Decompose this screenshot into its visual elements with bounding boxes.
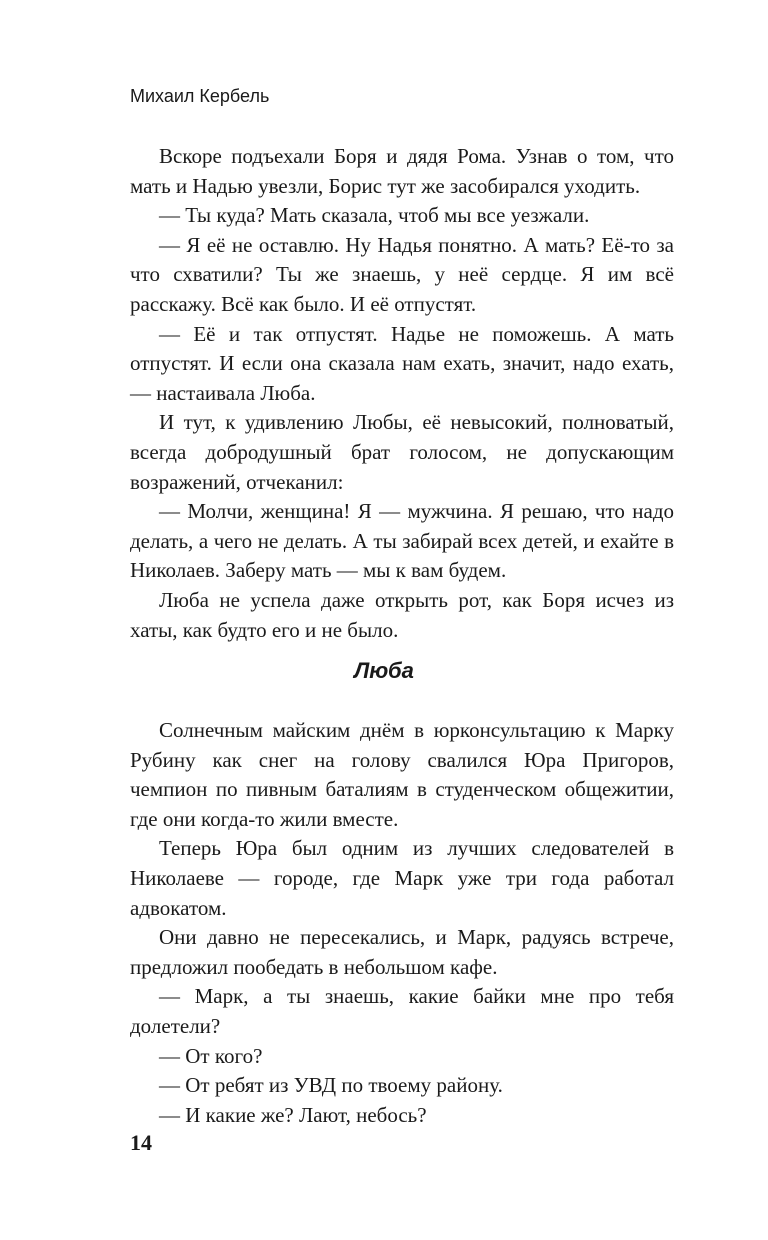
running-head-author: Михаил Кербель (130, 86, 270, 106)
paragraph: — Я её не оставлю. Ну Надья понятно. А мать? Её-то за что схватили? Ты же знаешь, у неё сердце. Я им всё расскажу. Всё как было. И её отпустят. (130, 232, 674, 316)
text-block-chapter-end (130, 142, 674, 645)
paragraph: Люба не успела даже открыть рот, как Боря исчез из хаты, как будто его и не было. (130, 587, 674, 642)
text-block-section-start (130, 716, 674, 1130)
paragraph: — Её и так отпустят. Надье не поможешь. А мать отпустят. И если она сказала нам ехать, значит, надо ехать, — настаивала Люба. (130, 321, 674, 405)
paragraph: Вскоре подъехали Боря и дядя Рома. Узнав о том, что мать и Надью увезли, Борис тут же засобирался уходить. (130, 144, 674, 198)
paragraph: И тут, к удивлению Любы, её невысокий, полноватый, всегда добродушный брат голосом, не допускающим возражений, отчеканил: (130, 410, 674, 494)
section-title: Люба (354, 658, 414, 683)
paragraph: — Молчи, женщина! Я — мужчина. Я решаю, что надо делать, а чего не делать. А ты забирай всех детей, и ехайте в Николаев. Заберу мать — мы к вам будем. (130, 499, 674, 583)
page-number: 14 (130, 1130, 152, 1155)
paragraph: Они давно не пересекались, и Марк, радуясь встрече, предложил пообедать в небольшом кафе. (130, 925, 674, 979)
paragraph: — Марк, а ты знаешь, какие байки мне про тебя долетели? (130, 984, 674, 1038)
paragraph: Солнечным майским днём в юрконсультацию к Марку Рубину как снег на голову свалился Юра Пригоров, чемпион по пивным баталиям в студенческом общежитии, где они когда-то жили вместе. (130, 718, 674, 831)
paragraph: — От ребят из УВД по твоему району. (159, 1073, 503, 1098)
paragraph: — От кого? (159, 1043, 263, 1068)
paragraph: — И какие же? Лают, небось? (159, 1102, 427, 1127)
paragraph: — Ты куда? Мать сказала, чтоб мы все уезжали. (159, 203, 590, 228)
paragraph: Теперь Юра был одним из лучших следователей в Николаеве — городе, где Марк уже три года работал адвокатом. (130, 836, 674, 920)
